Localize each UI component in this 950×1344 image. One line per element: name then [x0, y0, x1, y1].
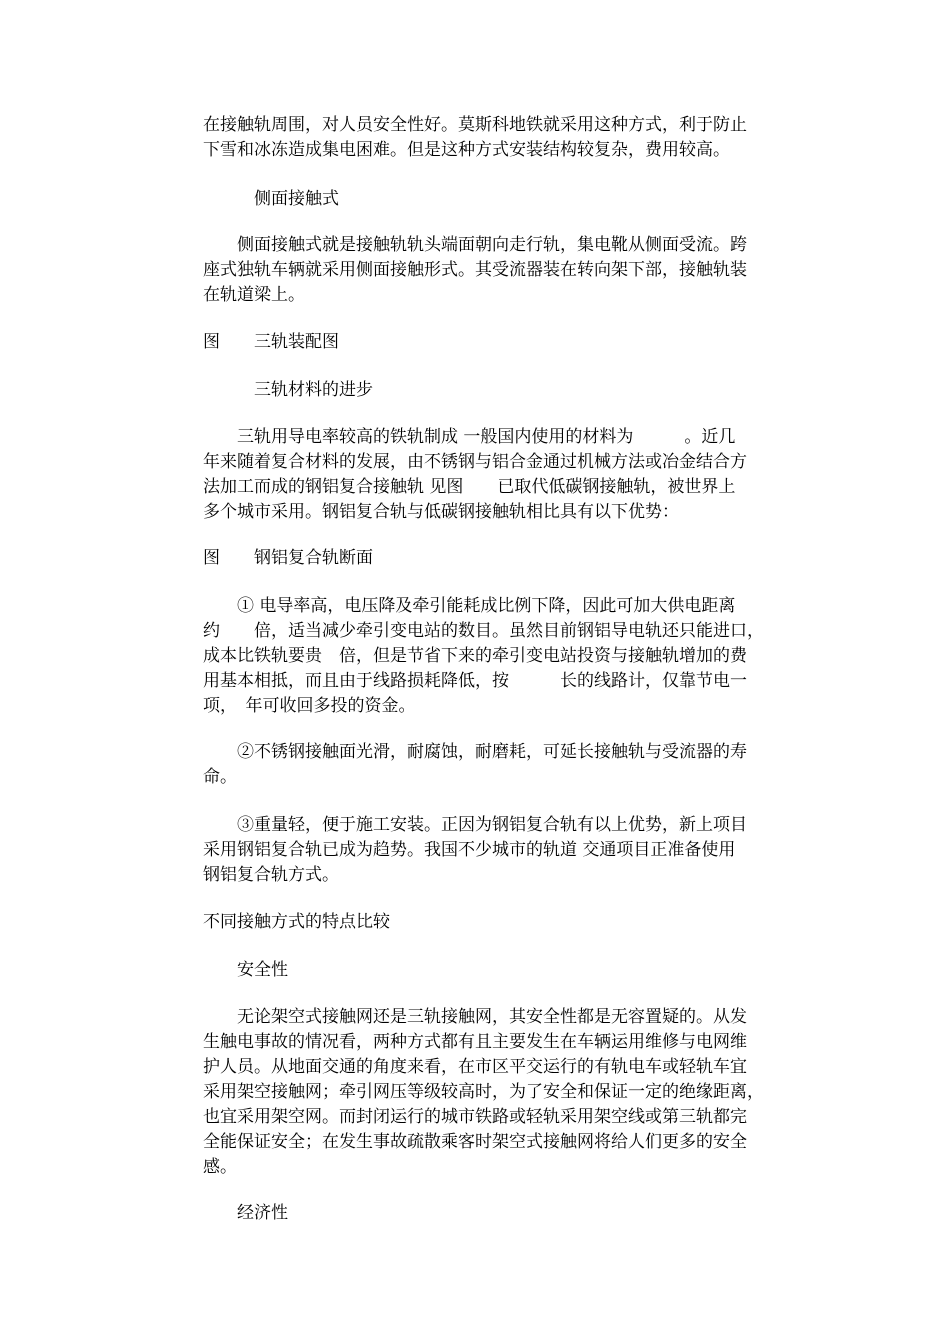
- heading-safety: [203, 958, 809, 983]
- text-line: ②不锈钢接触面光滑，耐腐蚀，耐磨耗，可延长接触轨与受流器的寿: [203, 742, 747, 762]
- heading-comparison: [203, 910, 809, 935]
- text-line: 三轨材料的进步: [203, 380, 373, 400]
- figure-caption-steel-aluminum-section: [203, 546, 809, 571]
- heading-third-rail-materials: [203, 378, 809, 403]
- text-line: 钢铝复合轨方式。: [203, 865, 339, 885]
- text-line: 成本比铁轨要贵 倍，但是节省下来的牵引变电站投资与接触轨增加的费: [203, 646, 747, 666]
- figure-caption-third-rail-assembly: [203, 330, 809, 355]
- text-line: 下雪和冰冻造成集电困难。但是这种方式安装结构较复杂，费用较高。: [203, 140, 730, 160]
- text-line: 约 倍，适当减少牵引变电站的数目。虽然目前钢铝导电轨还只能进口，: [203, 621, 764, 641]
- text-line: 护人员。从地面交通的角度来看，在市区平交运行的有轨电车或轻轨车宜: [203, 1057, 747, 1077]
- text-line: 在轨道梁上。: [203, 285, 305, 305]
- heading-economy: [203, 1201, 809, 1226]
- paragraph-advantage-stainless: [203, 740, 809, 790]
- paragraph-contact-rail-surroundings: [203, 113, 809, 163]
- text-line: 也宜采用架空网。而封闭运行的城市铁路或轻轨采用架空线或第三轨都完: [203, 1107, 747, 1127]
- text-line: 多个城市采用。钢铝复合轨与低碳钢接触轨相比具有以下优势：: [203, 502, 679, 522]
- text-line: 侧面接触式就是接触轨轨头端面朝向走行轨，集电靴从侧面受流。跨: [203, 235, 747, 255]
- text-line: 经济性: [203, 1203, 288, 1223]
- heading-side-contact: [203, 187, 809, 212]
- text-line: 感。: [203, 1157, 237, 1177]
- text-line: 用基本相抵，而且由于线路损耗降低，按 长的线路计，仅靠节电一: [203, 671, 747, 691]
- text-line: 无论架空式接触网还是三轨接触网，其安全性都是无容置疑的。从发: [203, 1007, 747, 1027]
- paragraph-safety: [203, 1005, 809, 1180]
- text-line: 安全性: [203, 960, 288, 980]
- paragraph-side-contact: [203, 233, 809, 308]
- text-line: 三轨用导电率较高的铁轨制成 一般国内使用的材料为 。近几: [203, 427, 736, 447]
- text-line: 全能保证安全；在发生事故疏散乘客时架空式接触网将给人们更多的安全: [203, 1132, 747, 1152]
- text-line: 命。: [203, 767, 237, 787]
- text-line: 采用钢铝复合轨已成为趋势。我国不少城市的轨道 交通项目正准备使用: [203, 840, 736, 860]
- text-line: 不同接触方式的特点比较: [203, 912, 390, 932]
- text-line: ③重量轻，便于施工安装。正因为钢铝复合轨有以上优势，新上项目: [203, 815, 747, 835]
- text-line: 项， 年可收回多投的资金。: [203, 696, 416, 716]
- text-line: ① 电导率高，电压降及牵引能耗成比例下降，因此可加大供电距离: [203, 596, 736, 616]
- paragraph-third-rail-materials: [203, 425, 809, 525]
- text-line: 采用架空接触网；牵引网压等级较高时，为了安全和保证一定的绝缘距离，: [203, 1082, 764, 1102]
- text-line: 在接触轨周围，对人员安全性好。莫斯科地铁就采用这种方式，利于防止: [203, 115, 747, 135]
- paragraph-advantage-conductivity: [203, 594, 809, 719]
- text-line: 侧面接触式: [203, 189, 339, 209]
- text-line: 生触电事故的情况看，两种方式都有且主要发生在车辆运用维修与电网维: [203, 1032, 747, 1052]
- text-line: 图 三轨装配图: [203, 332, 339, 352]
- text-line: 图 钢铝复合轨断面: [203, 548, 373, 568]
- text-line: 座式独轨车辆就采用侧面接触形式。其受流器装在转向架下部，接触轨装: [203, 260, 747, 280]
- text-line: 法加工而成的钢铝复合接触轨 见图 已取代低碳钢接触轨，被世界上: [203, 477, 736, 497]
- paragraph-advantage-weight: [203, 813, 809, 888]
- text-line: 年来随着复合材料的发展，由不锈钢与铝合金通过机械方法或冶金结合方: [203, 452, 747, 472]
